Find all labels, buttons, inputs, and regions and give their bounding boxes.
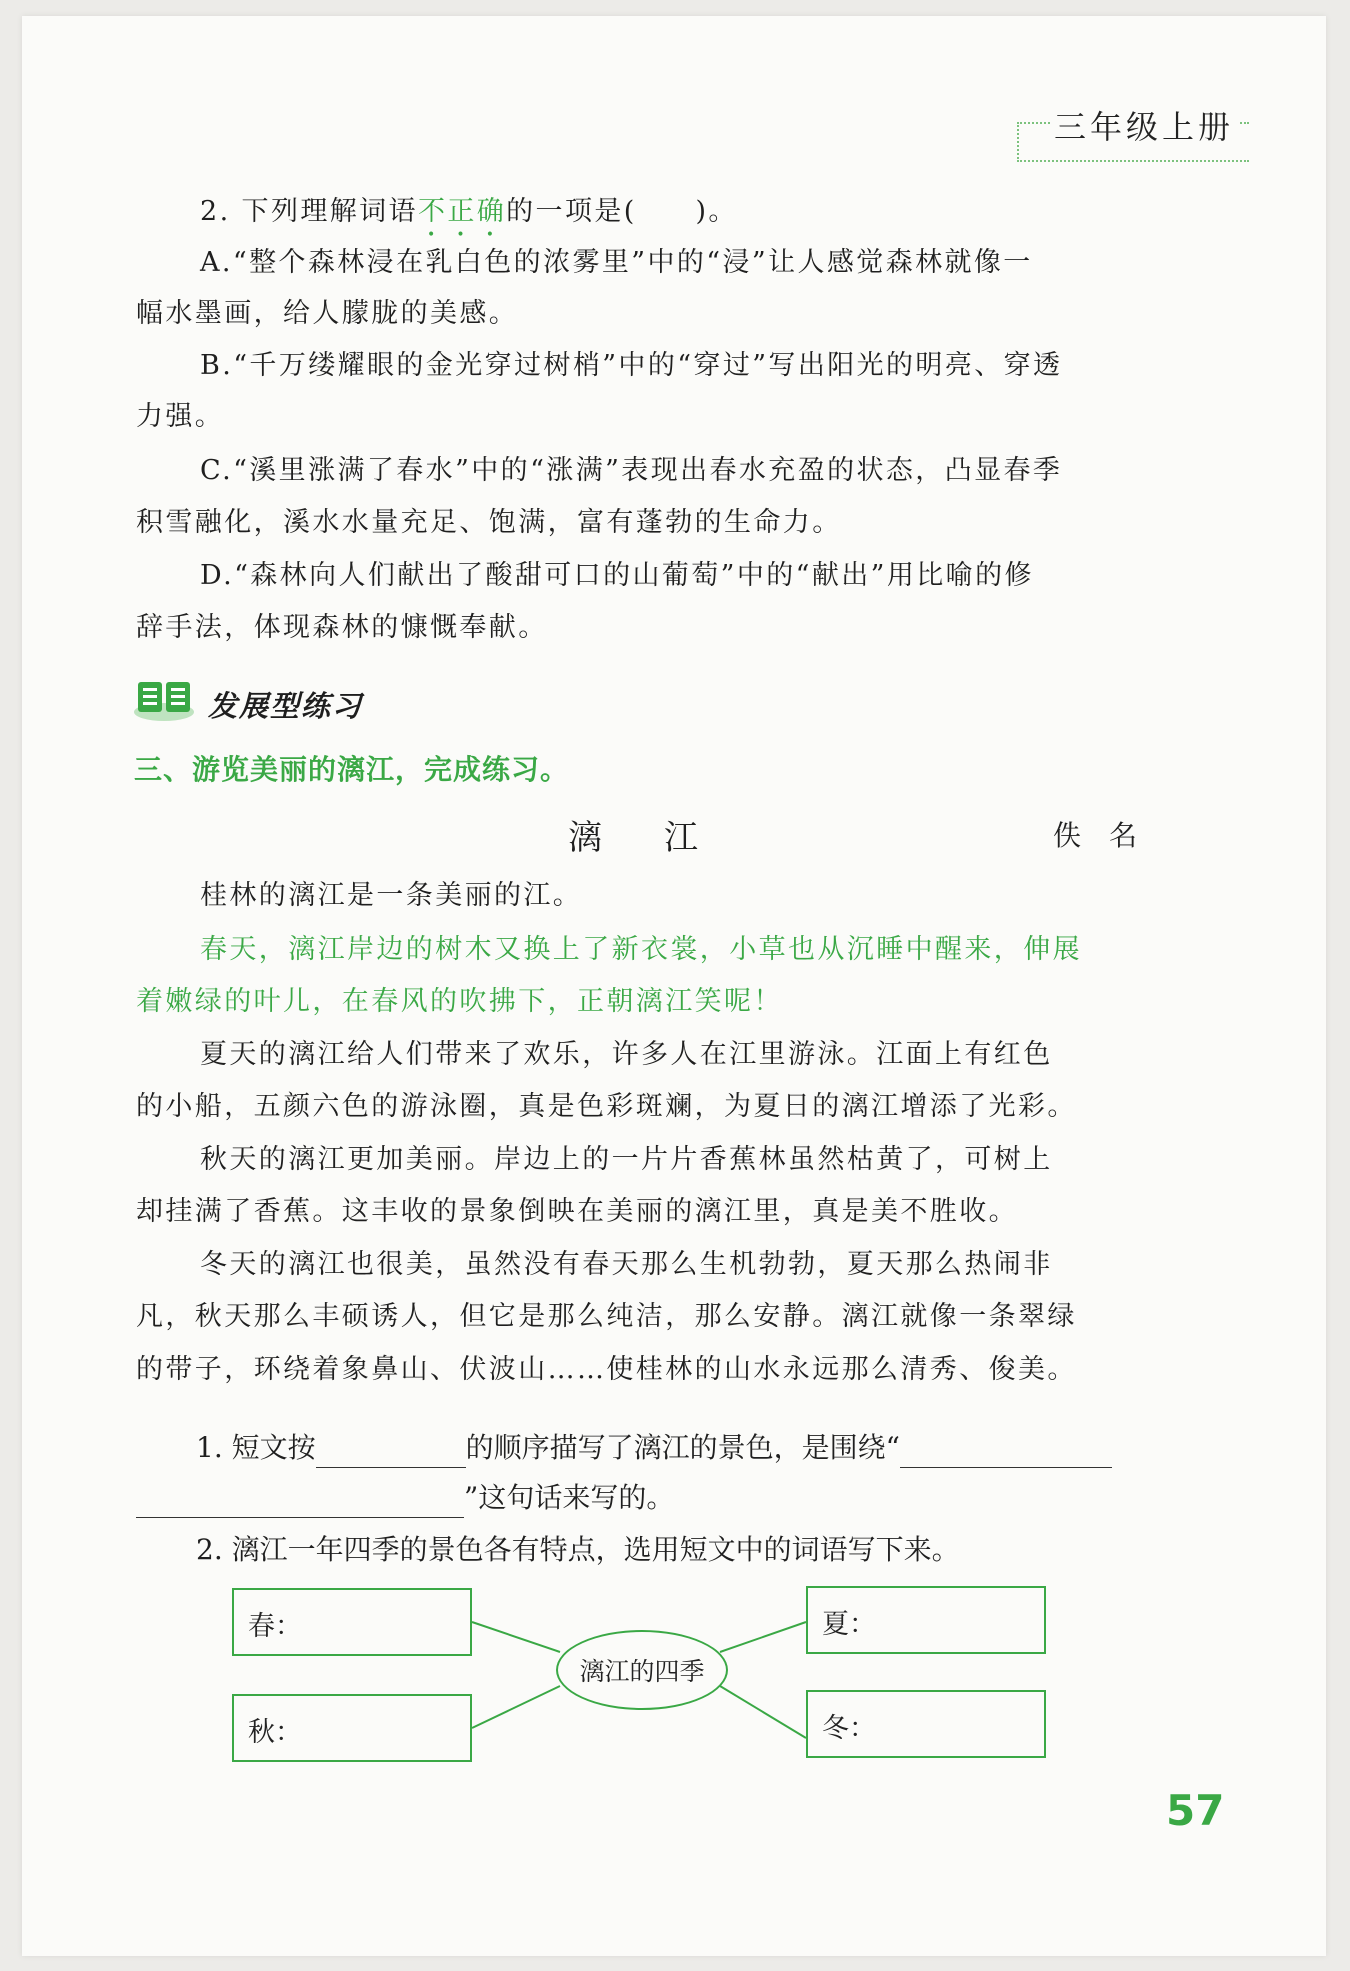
option-d-line1: D.“森林向人们献出了酸甜可口的山葡萄”中的“献出”用比喻的修 [200,560,1034,591]
q1-line1: 1. 短文按 的顺序描写了漓江的景色，是围绕“ [196,1428,1112,1468]
option-d-line2: 辞手法，体现森林的慷慨奉献。 [136,612,548,643]
grade-label: 三年级上册 [1050,102,1238,148]
q1-line2: ”这句话来写的。 [136,1478,674,1518]
passage-p4-line1: 秋天的漓江更加美丽。岸边上的一片片香蕉林虽然枯黄了，可树上 [200,1144,1053,1175]
passage-p5-line2: 凡，秋天那么丰硕诱人，但它是那么纯洁，那么安静。漓江就像一条翠绿 [136,1301,1077,1332]
connector-summer [720,1622,806,1652]
summer-answer-box[interactable] [806,1586,1046,1654]
passage-p2-line2: 着嫩绿的叶儿，在春风的吹拂下，正朝漓江笑呢！ [136,986,783,1017]
summer-label: 夏： [822,1609,876,1640]
option-c-line1: C.“溪里涨满了春水”中的“涨满”表现出春水充盈的状态，凸显春季 [200,455,1063,486]
passage-p5-line1: 冬天的漓江也很美，虽然没有春天那么生机勃勃，夏天那么热闹非 [200,1249,1053,1280]
spring-answer-box[interactable] [232,1588,472,1656]
winter-label: 冬： [822,1713,876,1744]
connector-winter [720,1686,806,1738]
passage-p2-line1: 春天，漓江岸边的树木又换上了新衣裳，小草也从沉睡中醒来，伸展 [200,934,1082,965]
autumn-label: 秋： [248,1717,302,1748]
connector-spring [472,1622,560,1652]
q2-emphasis: 不正确 [417,196,507,227]
option-a-line2: 幅水墨画，给人朦胧的美感。 [136,298,519,329]
passage-p3-line2: 的小船，五颜六色的游泳圈，真是色彩斑斓，为夏日的漓江增添了光彩。 [136,1091,1077,1122]
option-b-line1: B.“千万缕耀眼的金光穿过树梢”中的“穿过”写出阳光的明亮、穿透 [200,350,1063,381]
page-number: 57 [1166,1786,1225,1835]
connector-autumn [472,1686,560,1728]
passage-author: 佚名 [1053,819,1166,852]
autumn-answer-box[interactable] [232,1694,472,1762]
passage-p5-line3: 的带子，环绕着象鼻山、伏波山……使桂林的山水永远那么清秀、俊美。 [136,1354,1077,1385]
option-b-line2: 力强。 [136,401,225,432]
option-a-line1: A.“整个森林浸在乳白色的浓雾里”中的“浸”让人感觉森林就像一 [200,247,1033,278]
passage-title: 漓江 [568,818,760,858]
winter-answer-box[interactable] [806,1690,1046,1758]
diagram-center-oval [556,1630,728,1710]
q2-instruction: 2. 漓江一年四季的景色各有特点，选用短文中的词语写下来。 [196,1533,960,1566]
question-3-heading: 三、游览美丽的漓江，完成练习。 [134,753,570,786]
passage-p3-line1: 夏天的漓江给人们带来了欢乐，许多人在江里游泳。江面上有红色 [200,1039,1053,1070]
q2-stem: 2. 下列理解词语不正确的一项是( )。 [200,196,738,227]
diagram-center-label: 漓江的四季 [579,1657,705,1686]
option-c-line2: 积雪融化，溪水水量充足、饱满，富有蓬勃的生命力。 [136,507,842,538]
spring-label: 春： [248,1611,302,1642]
passage-p4-line2: 却挂满了香蕉。这丰收的景象倒映在美丽的漓江里，真是美不胜收。 [136,1196,1018,1227]
passage-p1: 桂林的漓江是一条美丽的江。 [200,880,583,911]
section-title: 发展型练习 [208,689,364,723]
